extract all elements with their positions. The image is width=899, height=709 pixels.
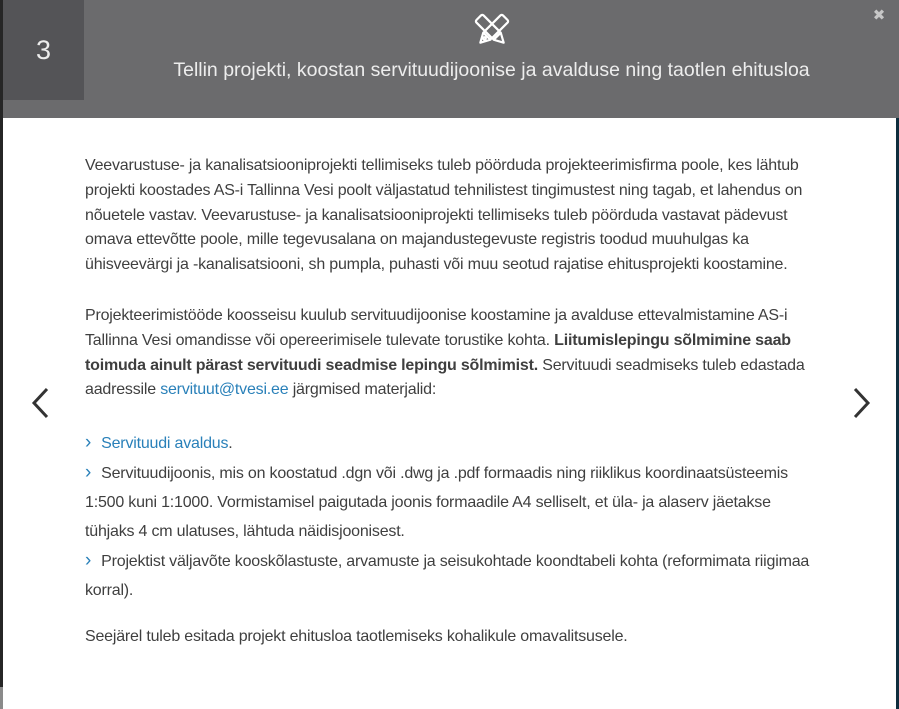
dialog-title: Tellin projekti, koostan servituudijoonise ja avalduse ning taotlen ehitusloa (173, 59, 810, 81)
materials-list (85, 428, 823, 605)
servitude-application-link[interactable]: Servituudi avaldus (101, 435, 229, 453)
list-item (85, 546, 823, 605)
email-link[interactable]: servituut@tvesi.ee (160, 381, 289, 399)
chevron-right-icon: › (85, 550, 92, 572)
chevron-right-icon[interactable] (850, 386, 874, 420)
list-item (85, 458, 823, 546)
step-dialog (3, 0, 899, 709)
crossed-pencils-icon (469, 9, 515, 53)
step-number (3, 0, 84, 100)
chevron-right-icon: › (85, 432, 92, 454)
paragraph-intro: Veevarustuse- ja kanalisatsiooniprojekti tellimiseks tuleb pöörduda projekteerimisfirma poole, kes lähtub projekti koostades AS-i Tallinna Vesi poolt väljastatud tehnilistest tingimustest ning tagab, et lahendus on nõuetele vastav. Veevarustuse- ja kanalisatsiooniprojekti tellimiseks tuleb pöörduda vastavat pädevust omava ettevõtte poole, mille tegevusalana on majandustegevuste registris toodud muuhulgas ka ühisveevärgi ja -kanalisatsiooni, sh pumpla, puhasti või muu seotud rajatise ehitusprojekti koostamine. (85, 157, 803, 274)
list-item-text: Projektist väljavõte kooskõlastuste, arvamuste ja seisukohtade koondtabeli kohta (reformimata riigimaa korral). (85, 553, 810, 600)
chevron-left-icon[interactable] (28, 386, 52, 420)
paragraph-servitude-end: järgmised materjalid: (288, 381, 437, 399)
paragraph-servitude-intro: Projekteerimistööde koosseisu kuulub servituudijoonise koostamine ja avalduse ettevalmistamine AS-i Tallinna Vesi omandisse või opereerimisele tulevate torustike kohta. (85, 306, 788, 349)
paragraph-closing: Seejärel tuleb esitada projekt ehitusloa taotlemiseks kohalikule omavalitsusele. (85, 628, 628, 646)
paragraph-servitude-bold: Liitumislepingu sõlmimine saab toimuda ainult pärast servituudi seadmise lepingu sõlmimist. (85, 331, 791, 374)
paragraph-servitude-mid: Servituudi seadmiseks tuleb edastada aadressile (85, 356, 805, 399)
paragraph-servitude (85, 304, 823, 403)
dialog-header (3, 0, 899, 118)
list-item (85, 428, 823, 458)
step-number-label: 3 (35, 34, 52, 65)
list-item-suffix: . (228, 435, 233, 453)
close-icon[interactable]: ✖ (872, 7, 886, 24)
chevron-right-icon: › (85, 462, 92, 484)
dialog-header-center (84, 0, 899, 118)
dialog-body (3, 118, 899, 650)
list-item-text: Servituudijoonis, mis on koostatud .dgn või .dwg ja .pdf formaadis ning riiklikus koordinaatsüsteemis 1:500 kuni 1:1000. Vormistamisel paigutada joonis formaadile A4 selliselt, et üla- ja alaserv jäetakse tühjaks 4 cm ulatuses, lähtuda näidisjoonisest. (85, 465, 788, 541)
